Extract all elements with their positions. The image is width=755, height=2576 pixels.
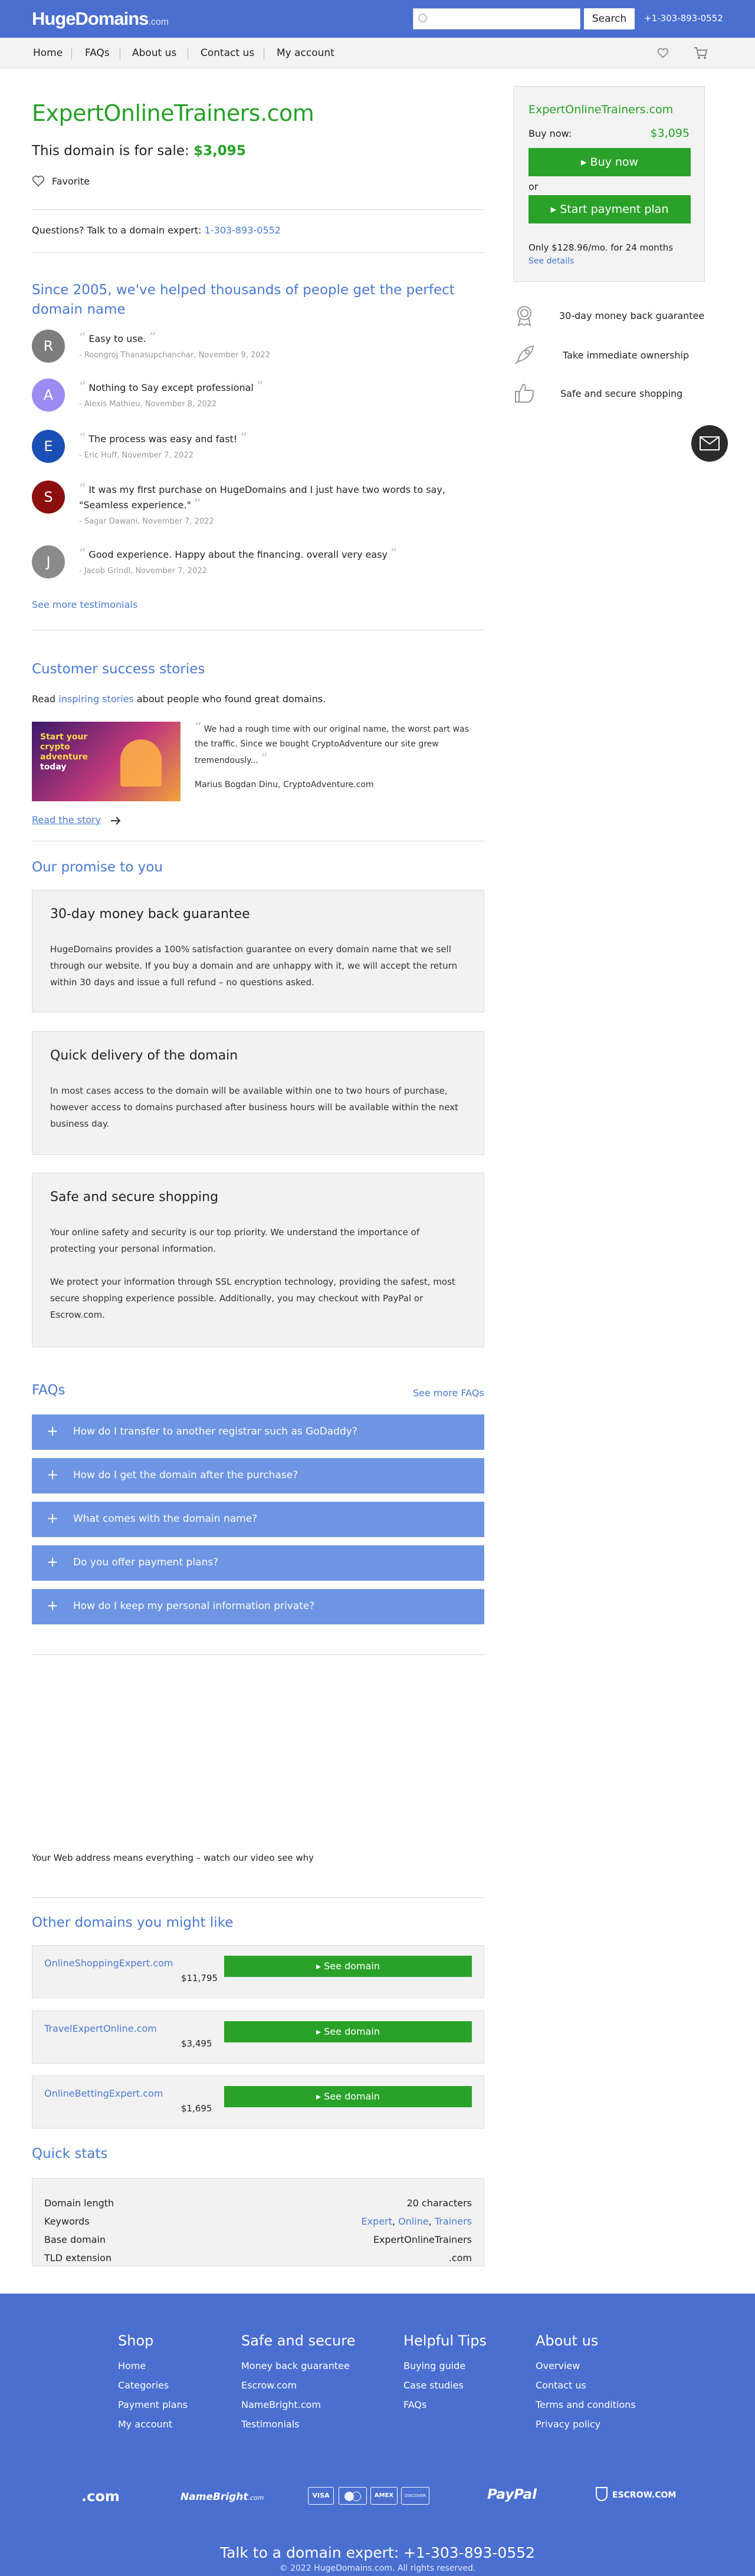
testimonial-author: - Sagar Dawani, November 7, 2022: [79, 517, 214, 526]
read-story-link[interactable]: Read the story: [32, 814, 101, 825]
testimonials-title: Since 2005, we've helped thousands of people get the perfect domain name: [32, 282, 455, 317]
dotcom-logo: .com: [81, 2488, 120, 2505]
mastercard-logo: [339, 2487, 367, 2505]
footer-link[interactable]: Buying guide: [403, 2360, 466, 2371]
story-image-text: adventure: [40, 752, 88, 762]
testimonial-author: - Roongroj Thanasupchanchar, November 9, 2022: [79, 351, 270, 360]
feature-ownership: [513, 344, 708, 373]
footer-heading: About us: [536, 2332, 599, 2349]
promise-box-title: 30-day money back guarantee: [50, 907, 250, 922]
quote-text: It was my first purchase on HugeDomains and I just have two words to say, "Seamless experience.": [79, 484, 445, 511]
footer-link[interactable]: Privacy policy: [536, 2419, 601, 2430]
nav-contact[interactable]: Contact us: [201, 47, 255, 59]
buy-now-label: Buy now:: [528, 128, 572, 139]
faqs-title: FAQs: [32, 1383, 65, 1398]
promise-box-delivery: [32, 1031, 484, 1155]
feature-label: Take immediate ownership: [563, 350, 690, 361]
discover-logo: DISCOVER: [401, 2487, 429, 2505]
for-sale-line: [32, 143, 246, 159]
footer-link[interactable]: FAQs: [403, 2399, 427, 2410]
promise-box-title: Quick delivery of the domain: [50, 1048, 238, 1063]
for-sale-text: This domain is for sale:: [32, 143, 189, 159]
other-domain-card: [32, 1945, 484, 1998]
promise-title: Our promise to you: [32, 860, 163, 875]
faq-question: What comes with the domain name?: [73, 1513, 258, 1525]
avatar: J: [32, 545, 65, 578]
envelope-icon: [700, 436, 720, 450]
feature-secure: [513, 382, 708, 412]
stat-key: Keywords: [44, 2216, 90, 2227]
testimonial-item: [32, 379, 484, 416]
inspiring-stories-link[interactable]: inspiring stories: [58, 693, 134, 705]
medal-icon: [513, 304, 536, 327]
feature-money-back: [513, 304, 708, 334]
stat-key: TLD extension: [44, 2252, 112, 2264]
footer-col-safe: [241, 2332, 355, 2434]
other-domain-price: $3,495: [181, 2038, 212, 2049]
testimonial-quote: “ The process was easy and fast! ”: [79, 431, 247, 446]
visa-logo: VISA: [308, 2487, 334, 2505]
namebright-logo: [180, 2491, 264, 2503]
stat-value-keywords: Expert, Online, Trainers: [361, 2216, 472, 2227]
shield-icon: [596, 2487, 608, 2501]
plus-icon: +: [47, 1423, 59, 1439]
other-domains-title: Other domains you might like: [32, 1915, 234, 1930]
story-image-caption: [40, 732, 111, 772]
mastercard-circle: [352, 2492, 361, 2501]
testimonial-quote: “ Good experience. Happy about the financing. overall very easy ”: [79, 547, 398, 561]
keyword-link[interactable]: Expert: [361, 2216, 392, 2227]
divider: [32, 209, 484, 210]
questions-line: [32, 225, 281, 236]
site-footer: [0, 2294, 755, 2576]
quote-text: The process was easy and fast!: [88, 433, 238, 445]
avatar: A: [32, 379, 65, 412]
footer-link[interactable]: Testimonials: [241, 2419, 300, 2430]
footer-heading: Safe and secure: [241, 2332, 356, 2349]
heart-icon: [32, 175, 45, 187]
divider: [32, 252, 484, 253]
avatar: R: [32, 330, 65, 363]
story-quote: “ We had a rough time with our original name, the worst part was the traffic. Since we bought CryptoAdventure our site grew tremendously... ”: [195, 721, 469, 766]
buy-box-domain: ExpertOnlineTrainers.com: [528, 103, 674, 116]
cart-icon[interactable]: [694, 47, 708, 60]
search-input[interactable]: [413, 8, 580, 29]
testimonial-author: - Jacob Grindl, November 7, 2022: [79, 567, 207, 575]
testimonial-item: [32, 481, 484, 531]
keyword-link[interactable]: Online: [398, 2216, 429, 2227]
questions-text: Questions? Talk to a domain expert:: [32, 225, 202, 236]
see-more-faqs-link[interactable]: See more FAQs: [413, 1387, 484, 1399]
keyword-link[interactable]: Trainers: [434, 2216, 472, 2227]
faq-item[interactable]: [32, 1589, 484, 1624]
nav-home[interactable]: Home: [33, 47, 63, 59]
questions-phone-link[interactable]: 1-303-893-0552: [204, 225, 281, 236]
promise-box-body: We protect your information through SSL encryption technology, providing the safest, most secure shopping experience possible. Additionally, you may checkout with PayPal or Escrow.com.: [50, 1277, 455, 1320]
quote-text: Nothing to Say except professional: [88, 382, 254, 393]
testimonial-quote: “ Easy to use. ”: [79, 331, 156, 346]
paypal-logo: PayPal: [487, 2487, 537, 2502]
quick-stats-title: Quick stats: [32, 2146, 108, 2162]
promise-box-title: Safe and secure shopping: [50, 1190, 219, 1205]
faq-item[interactable]: [32, 1502, 484, 1537]
amex-logo: AMEX: [370, 2487, 398, 2505]
story-image-text: Start your crypto: [40, 732, 88, 752]
main-nav: [0, 38, 755, 68]
video-caption: Your Web address means everything – watch our video see why: [32, 1853, 314, 1863]
story-image-text: today: [40, 762, 67, 772]
see-more-testimonials-link[interactable]: See more testimonials: [32, 599, 138, 610]
favorites-heart-icon[interactable]: [657, 48, 669, 58]
domain-title: ExpertOnlineTrainers.com: [32, 100, 314, 126]
header-phone[interactable]: +1-303-893-0552: [644, 13, 723, 24]
promise-box-body: In most cases access to the domain will be available within one to two hours of purchase, however access to domains purchased after business hours will be available within the next business day.: [50, 1085, 459, 1129]
footer-link[interactable]: Categories: [118, 2380, 169, 2391]
search-icon: [418, 14, 427, 22]
rocket-icon: [513, 344, 536, 366]
stat-value: .com: [448, 2252, 472, 2264]
faq-item[interactable]: [32, 1414, 484, 1450]
namebright-suffix: .com: [248, 2494, 264, 2502]
footer-phone[interactable]: Talk to a domain expert: +1-303-893-0552: [219, 2544, 536, 2561]
see-domain-button[interactable]: ▸ See domain: [224, 2021, 472, 2042]
stories-intro: [32, 693, 326, 705]
story-image[interactable]: [32, 722, 180, 801]
contact-mail-button[interactable]: [691, 425, 728, 462]
faq-question: How do I keep my personal information private?: [73, 1600, 315, 1612]
other-domain-name[interactable]: TravelExpertOnline.com: [44, 2023, 157, 2034]
footer-link[interactable]: Payment plans: [118, 2399, 188, 2410]
plus-icon: +: [47, 1554, 59, 1570]
footer-link[interactable]: Money back guarantee: [241, 2360, 350, 2371]
stat-key: Domain length: [44, 2197, 114, 2209]
thumbs-up-icon: [513, 382, 536, 404]
namebright-text: NameBright: [180, 2491, 248, 2503]
buy-box-price: $3,095: [650, 127, 690, 140]
divider: [32, 1897, 484, 1898]
footer-link[interactable]: Terms and conditions: [536, 2399, 636, 2410]
stories-intro-pre: Read: [32, 693, 56, 705]
stat-value: 20 characters: [406, 2197, 472, 2209]
faq-item[interactable]: [32, 1545, 484, 1581]
stories-intro-post: about people who found great domains.: [136, 693, 326, 705]
promise-box-secure: [32, 1173, 484, 1347]
feature-label: 30-day money back guarantee: [559, 310, 705, 321]
testimonial-quote: “ Nothing to Say except professional ”: [79, 380, 264, 394]
nav-divider: [71, 48, 72, 60]
faq-question: How do I transfer to another registrar such as GoDaddy?: [73, 1426, 357, 1437]
other-domain-name[interactable]: OnlineShoppingExpert.com: [44, 1958, 173, 1969]
faq-item[interactable]: [32, 1458, 484, 1493]
footer-heading: Shop: [118, 2332, 154, 2349]
footer-link[interactable]: Home: [118, 2360, 146, 2371]
for-sale-price: $3,095: [193, 143, 246, 159]
copyright: © 2022 HugeDomains.com. All rights reserved.: [279, 2564, 476, 2573]
stat-key: Base domain: [44, 2234, 106, 2245]
search-button[interactable]: Search: [584, 8, 635, 29]
nav-faqs[interactable]: FAQs: [85, 47, 110, 59]
divider: [32, 1654, 484, 1655]
favorite-label: Favorite: [52, 176, 90, 187]
plus-icon: +: [47, 1510, 59, 1526]
footer-link[interactable]: NameBright.com: [241, 2399, 321, 2410]
quote-text: Easy to use.: [88, 333, 146, 344]
see-domain-button[interactable]: ▸ See domain: [224, 1956, 472, 1977]
plus-icon: +: [47, 1466, 59, 1483]
testimonial-author: - Eric Huff, November 7, 2022: [79, 451, 193, 460]
logo[interactable]: [32, 8, 169, 29]
plus-icon: +: [47, 1597, 59, 1614]
see-details-link[interactable]: See details: [528, 256, 575, 266]
nav-about[interactable]: About us: [132, 47, 177, 59]
footer-col-shop: [118, 2332, 188, 2434]
stories-title: Customer success stories: [32, 662, 205, 677]
feature-label: Safe and secure shopping: [560, 388, 683, 399]
other-domain-price: $11,795: [181, 1973, 218, 1983]
nav-account[interactable]: My account: [277, 47, 334, 59]
site-header: [0, 0, 755, 38]
buy-box: [513, 86, 705, 282]
testimonial-item: [32, 330, 484, 367]
promise-box-money-back: [32, 890, 484, 1012]
footer-link[interactable]: My account: [118, 2419, 173, 2430]
avatar: E: [32, 430, 65, 463]
testimonial-item: [32, 430, 484, 468]
story-author: Marius Bogdan Dinu, CryptoAdventure.com: [195, 780, 374, 789]
other-domain-card: [32, 2011, 484, 2064]
stat-value: ExpertOnlineTrainers: [373, 2234, 472, 2245]
other-domain-price: $1,695: [181, 2103, 212, 2114]
faq-question: Do you offer payment plans?: [73, 1557, 219, 1568]
footer-link[interactable]: Case studies: [403, 2380, 464, 2391]
testimonial-author: - Alexis Mathieu, November 8, 2022: [79, 400, 217, 409]
quick-stats-table: [32, 2178, 484, 2266]
testimonial-item: [32, 545, 484, 583]
promise-box-body: Your online safety and security is our top priority. We understand the importance of protecting your personal information.: [50, 1227, 420, 1254]
logo-text: HugeDomains: [32, 8, 149, 29]
escrow-logo: ESCROW.COM: [612, 2491, 677, 2500]
story-quote-text: We had a rough time with our original name, the worst part was the traffic. Since we bought CryptoAdventure our site grew tremendously...: [195, 725, 469, 765]
monthly-price: Only $128.96/mo. for 24 months: [528, 242, 674, 253]
footer-heading: Helpful Tips: [403, 2332, 487, 2349]
footer-col-about: [536, 2332, 636, 2434]
logo-suffix: .com: [148, 17, 169, 27]
other-domain-card: [32, 2075, 484, 2128]
testimonial-quote: “ It was my first purchase on HugeDomains and I just have two words to say, "Seamless experience." ”: [79, 482, 445, 512]
footer-link[interactable]: Contact us: [536, 2380, 586, 2391]
payment-plan-button[interactable]: ▸ Start payment plan: [528, 195, 691, 223]
arrow-right-icon[interactable]: [110, 816, 122, 825]
quote-text: Good experience. Happy about the financing. overall very easy: [88, 549, 388, 560]
buy-now-button[interactable]: ▸ Buy now: [528, 148, 691, 176]
avatar: S: [32, 481, 65, 514]
see-domain-button[interactable]: ▸ See domain: [224, 2086, 472, 2107]
promise-box-body: HugeDomains provides a 100% satisfaction guarantee on every domain name that we sell through our website. If you buy a domain and are unhappy with it, we will accept the return within 30 days and issue a full refund – no questions asked.: [50, 944, 458, 988]
footer-link[interactable]: Escrow.com: [241, 2380, 297, 2391]
footer-col-tips: [403, 2332, 487, 2414]
faq-question: How do I get the domain after the purchase?: [73, 1469, 298, 1481]
story-illustration: [120, 739, 162, 787]
footer-link[interactable]: Overview: [536, 2360, 580, 2371]
or-label: or: [528, 181, 539, 192]
other-domain-name[interactable]: OnlineBettingExpert.com: [44, 2088, 163, 2099]
